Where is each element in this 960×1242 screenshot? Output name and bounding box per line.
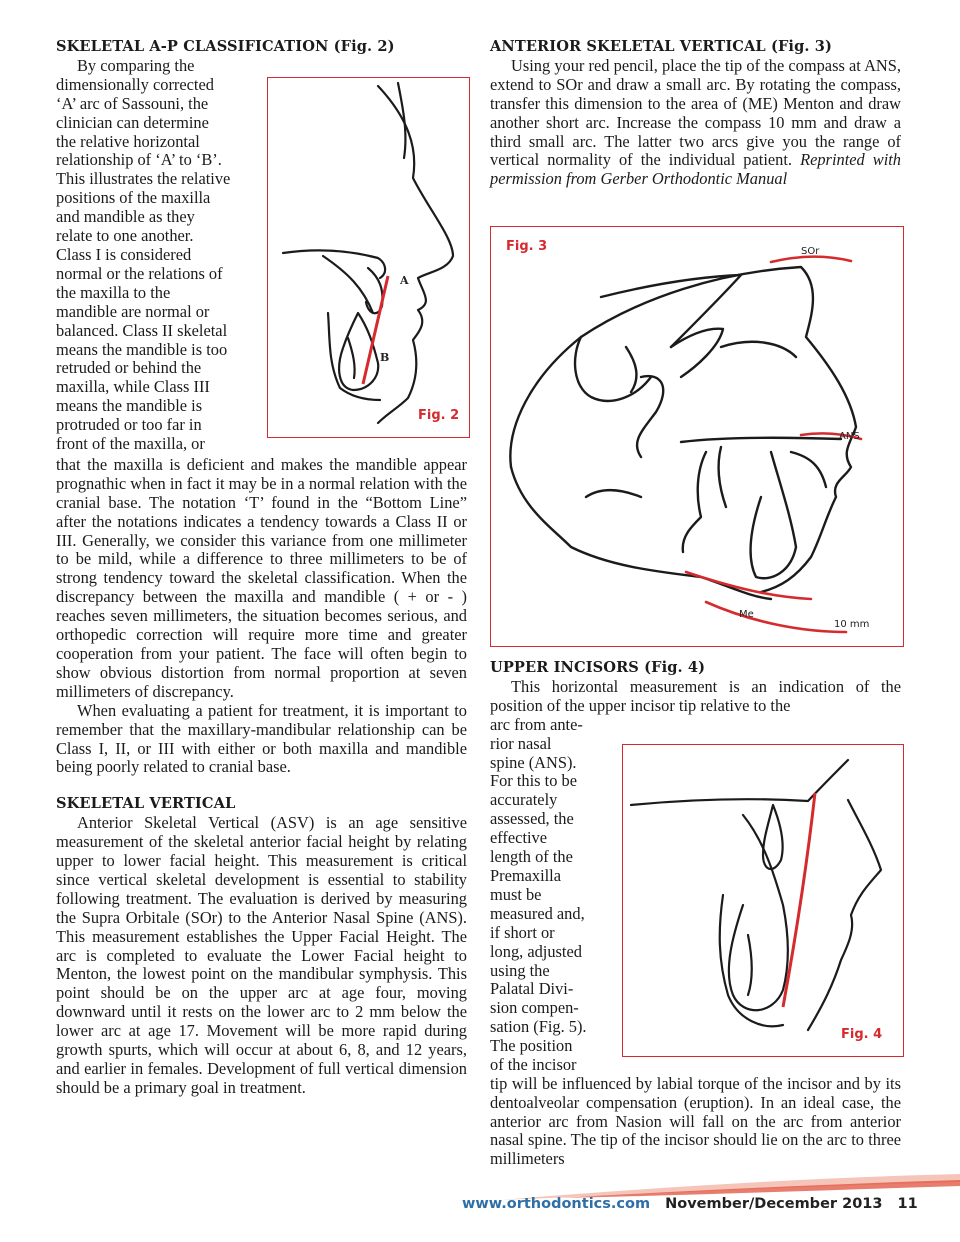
figure-4 [622,744,904,1057]
fig3-10mm: 10 mm [834,619,870,630]
figure-2 [267,77,470,438]
figure-3-label: Fig. 3 [506,239,548,254]
fig3-ans: ANS [839,431,860,442]
ap-paragraph-2: When evaluating a patient for treatment, it is important to remember that the maxillary-mandibular relationship can be Class I, II, or III with either or both maxilla and mandible being poorly related to cranial base. [56,700,467,777]
footer-url[interactable]: www.orthodontics.com [462,1196,651,1212]
ap-narrow-line: means the mandible is too [56,339,228,359]
incisors-narrow-line: measured and, [490,903,585,923]
ap-narrow-line: relate to one another. [56,226,194,246]
incisors-narrow-line: sation (Fig. 5). [490,1017,587,1037]
ap-narrow-line: ‘A’ arc of Sassouni, the [56,93,209,113]
heading-upper-incisors: UPPER INCISORS (Fig. 4) [490,659,706,676]
incisors-narrow-line: using the [490,960,550,980]
incisors-narrow-line: long, adjusted [490,941,582,961]
ap-narrow-line: the relative horizontal [56,131,200,151]
ap-narrow-line: By comparing the [77,55,195,75]
footer-page-number: 11 [897,1196,918,1212]
heading-anterior-skeletal-vertical: ANTERIOR SKELETAL VERTICAL (Fig. 3) [490,38,832,55]
incisors-narrow-line: arc from ante- [490,714,583,734]
figure-3-drawing [491,227,902,645]
ap-narrow-line: dimensionally corrected [56,74,214,94]
ap-narrow-line: means the mandible is [56,396,203,416]
incisors-narrow-line: of the incisor [490,1055,577,1075]
ap-narrow-line: the maxilla to the [56,282,171,302]
ap-narrow-line: retruded or behind the [56,358,202,378]
figure-2-drawing [268,78,468,436]
heading-skeletal-ap: SKELETAL A-P CLASSIFICATION (Fig. 2) [56,38,395,55]
ap-narrow-line: Class I is considered [56,244,192,264]
incisors-narrow-text [490,716,612,1075]
ap-narrow-line: front of the maxilla, or [56,434,205,454]
incisors-intro: This horizontal measurement is an indication of the position of the upper incisor tip relative to the [490,676,901,715]
incisors-narrow-line: accurately [490,790,558,810]
incisors-wide-text: tip will be influenced by labial torque of the incisor and by its dentoalveolar compensation (eruption). In an ideal case, the anterior arc from Nasion will fall on the arc from anterior nasal spine. The tip of the incisor should lie on the arc to three millimeters [490,1073,901,1169]
incisors-narrow-line: must be [490,884,542,904]
incisors-narrow-line: sion compen- [490,998,579,1018]
incisors-narrow-line: length of the [490,847,573,867]
fig2-point-b: B [380,351,390,364]
incisors-narrow-line: effective [490,828,548,848]
figure-2-label: Fig. 2 [418,408,460,423]
vertical-paragraph: Anterior Skeletal Vertical (ASV) is an age sensitive measurement of the skeletal anterior facial height by relating upper to lower facial height. This measurement is critical since vertical skeletal development is essential to stability following treatment. The evaluation is derived by measuring the Supra Orbitale (SOr) to the Anterior Nasal Spine (ANS). This measurement establishes the Upper Facial Height. The arc is completed to evaluate the Lower Facial height to Menton, the lowest point on the mandibular symphysis. This point should be on the upper arc at age four, moving downward until it rests on the lower arc to 2 mm below the lower arc at age 17. Movement will be more rapid during growth spurts, which will occur at about 6, 8, and 12 years, and earlier in females. Development of full vertical dimension should be a primary goal in treatment. [56,813,467,1097]
fig3-me: Me [739,609,754,620]
incisors-narrow-line: The position [490,1036,573,1056]
ap-narrow-line: maxilla, while Class III [56,377,210,397]
asv-credit: Reprinted with permission from Gerber Orthodontic Manual [490,150,902,189]
ap-wide-text: that the maxilla is deficient and makes the mandible appear prognathic when in fact it may be in a normal relation with the cranial base. The notation ‘T’ found in the “Bottom Line” after the notations indicates a tendency towards a Class II or III. Generally, we consider this variance from one millimeter to be mild, while a difference to three millimeters to be of strong tendency toward the skeletal classification. When the discrepancy between the maxilla and mandible ( + or - ) reaches seven millimeters, the situation becomes serious, and orthopedic correction will require more time and greater cooperation from your patient. The face will often begin to show obvious distortion from normal proportion at seven millimeters of discrepancy. [56,454,467,701]
figure-4-drawing [623,745,902,1055]
incisors-narrow-line: Premaxilla [490,865,562,885]
ap-narrow-line: mandible are normal or [56,301,210,321]
incisors-narrow-line: spine (ANS). [490,752,577,772]
ap-narrow-line: and mandible as they [56,207,195,227]
incisors-narrow-line: Palatal Divi- [490,979,574,999]
fig2-point-a: A [400,274,409,287]
ap-narrow-text [56,57,271,456]
figure-4-label: Fig. 4 [841,1027,883,1042]
ap-narrow-line: This illustrates the relative [56,169,231,189]
ap-narrow-line: clinician can determine [56,112,209,132]
ap-narrow-line: balanced. Class II skeletal [56,320,228,340]
ap-narrow-line: protruded or too far in [56,415,202,435]
ap-narrow-line: relationship of ‘A’ to ‘B’. [56,150,222,170]
asv-text: Using your red pencil, place the tip of the compass at ANS, extend to SOr and draw a small arc. By rotating the compass, transfer this dimension to the area of (ME) Menton and draw another short arc. Increase the compass 10 mm and draw a third small arc. The latter two arcs give you the range of vertical normality of the individual patient. [490,55,901,170]
heading-skeletal-vertical: SKELETAL VERTICAL [56,795,236,813]
right-column-top [490,38,901,189]
ap-narrow-line: normal or the relations of [56,263,223,283]
asv-paragraph [490,57,901,189]
incisors-narrow-line: rior nasal [490,733,552,753]
footer [462,1196,918,1212]
figure-3 [490,226,904,647]
ap-narrow-line: positions of the maxilla [56,188,211,208]
incisors-narrow-line: assessed, the [490,809,574,829]
fig3-sor: SOr [801,246,820,257]
incisors-narrow-line: if short or [490,922,555,942]
incisors-narrow-line: For this to be [490,771,577,791]
footer-date: November/December 2013 [665,1196,883,1212]
